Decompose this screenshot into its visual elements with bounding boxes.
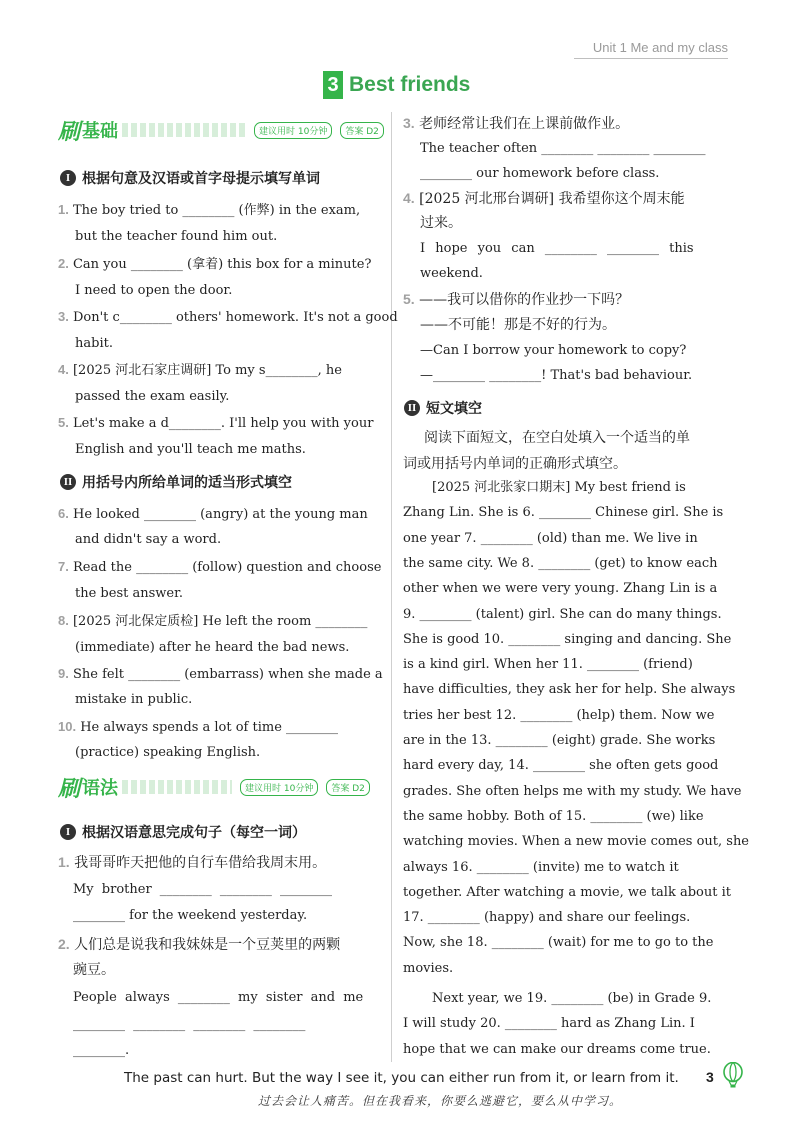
part2-heading [60,472,292,492]
list-item: habit. [75,336,113,351]
list-item: ________ our homework before class. [420,166,660,181]
instructions: 阅读下面短文，在空白处填入一个适当的单 [424,430,690,446]
part-title: 用括号内所给单词的适当形式填空 [82,475,292,491]
list-item: 2. Can you ________ (拿着) this box for a minute? [58,256,372,272]
lesson-number-badge: 3 [323,71,343,99]
lesson-title [323,70,470,100]
brush-logo: 刷 [58,119,81,145]
column-divider [391,112,392,1062]
passage-line: movies. [403,960,454,976]
header-rule [574,58,728,59]
passage-line: the same city. We 8. ________ (get) to know each [403,555,718,571]
decorative-stripe [122,780,232,794]
list-item: passed the exam easily. [75,389,230,404]
time-pill: 建议用时 10分钟 [254,122,332,139]
list-item: 4. [2025 河北邢台调研] 我希望你这个周末能 [403,190,685,207]
list-item: 1. The boy tried to ________ (作弊) in the exam, [58,202,361,218]
section-name: 基础 [82,121,119,142]
passage-line: hard every day, 14. ________ she often gets good [403,758,719,774]
section-name: 语法 [82,778,119,799]
list-item: 10. He always spends a lot of time ________ [58,719,339,735]
passage-line: I will study 20. ________ hard as Zhang Lin. I [403,1016,695,1032]
passage-line: is a kind girl. When her 11. ________ (friend) [403,657,693,673]
list-item: I need to open the door. [75,283,233,298]
page-number: 3 [706,1069,714,1085]
brush-logo: 刷 [58,776,81,802]
section-header-basic [58,115,384,145]
answer-pill: 答案 D2 [340,122,384,139]
list-item: and didn't say a word. [75,532,222,547]
list-item: 4. [2025 河北石家庄调研] To my s________, he [58,362,342,378]
instructions: 词或用括号内单词的正确形式填空。 [403,456,627,472]
passage-line: [2025 河北张家口期末] My best friend is [432,480,686,495]
part-badge: II [404,400,420,416]
passage-line: Zhang Lin. She is 6. ________ Chinese girl. She is [403,505,724,521]
list-item: ——不可能！那是不好的行为。 [420,317,616,333]
footer-quote-cn: 过去会让人痛苦。但在我看来，你要么逃避它，要么从中学习。 [258,1094,623,1108]
passage-line: have difficulties, they ask her for help. She always [403,682,736,698]
passage-line: grades. She often helps me with my study. We have [403,783,742,799]
passage-line: are in the 13. ________ (eight) grade. She works [403,733,716,748]
part-badge: II [60,474,76,490]
part-title: 短文填空 [426,401,482,417]
list-item: English and you'll teach me maths. [75,442,306,457]
list-item: My brother ________ ________ ________ [73,882,333,897]
list-item: People always ________ my sister and me [73,990,364,1005]
list-item: weekend. [420,266,483,281]
list-item: 过来。 [420,215,462,231]
passage-line: tries her best 12. ________ (help) them. Now we [403,707,715,723]
list-item: 8. [2025 河北保定质检] He left the room ________ [58,613,368,629]
list-item: I hope you can ________ ________ this [420,241,694,256]
section-header-grammar [58,772,370,802]
list-item: 2. 人们总是说我和我妹妹是一个豆荚里的两颗 [58,936,341,953]
passage-line: watching movies. When a new movie comes out, she [403,834,750,850]
list-item: (practice) speaking English. [75,745,261,760]
list-item: 豌豆。 [73,962,115,978]
time-pill: 建议用时 10分钟 [240,779,318,796]
list-item: —________ ________! That's bad behaviour. [420,368,693,383]
passage-line: one year 7. ________ (old) than me. We live in [403,530,698,546]
part-badge: I [60,824,76,840]
list-item: 5. Let's make a d________. I'll help you with your [58,415,374,431]
list-item: but the teacher found him out. [75,229,278,244]
list-item: the best answer. [75,586,183,601]
list-item: ________. [73,1043,130,1058]
list-item: 9. She felt ________ (embarrass) when she made a [58,666,383,682]
passage-line: 9. ________ (talent) girl. She can do many things. [403,606,722,622]
passage-line: together. After watching a movie, we talk about it [403,884,731,900]
answer-pill: 答案 D2 [326,779,370,796]
list-item: ________ ________ ________ ________ [73,1017,306,1032]
list-item: ________ for the weekend yesterday. [73,908,308,923]
list-item: The teacher often ________ ________ ________ [420,141,706,156]
passage-line: hope that we can make our dreams come true. [403,1041,711,1057]
list-item: —Can I borrow your homework to copy? [420,343,687,358]
passage-line: Next year, we 19. ________ (be) in Grade 9. [432,991,712,1006]
lesson-title-text: Best friends [349,73,471,96]
list-item: 3. 老师经常让我们在上课前做作业。 [403,115,630,132]
footer-quote-en: The past can hurt. But the way I see it, you can either run from it, or learn from it. [124,1070,679,1086]
list-item: 7. Read the ________ (follow) question and choose [58,559,382,575]
part-title: 根据句意及汉语或首字母提示填写单词 [82,171,320,187]
passage-line: 17. ________ (happy) and share our feelings. [403,910,691,926]
passage-line: She is good 10. ________ singing and dancing. She [403,631,732,647]
passage-line: the same hobby. Both of 15. ________ (we) like [403,808,704,824]
list-item: (immediate) after he heard the bad news. [75,640,350,655]
decorative-stripe [122,123,246,137]
balloon-icon [722,1062,744,1092]
list-item: 1. 我哥哥昨天把他的自行车借给我周末用。 [58,854,327,871]
list-item: 3. Don't c________ others' homework. It's not a good [58,309,398,325]
passage-line: always 16. ________ (invite) me to watch it [403,859,679,875]
list-item: 6. He looked ________ (angry) at the young man [58,506,368,522]
unit-label: Unit 1 Me and my class [592,40,728,55]
list-item: 5. ——我可以借你的作业抄一下吗？ [403,291,630,308]
part4-heading [404,398,482,418]
list-item: mistake in public. [75,692,193,707]
passage-line: Now, she 18. ________ (wait) for me to go to the [403,935,714,951]
passage-line: other when we were very young. Zhang Lin is a [403,581,718,597]
part-badge: I [60,170,76,186]
part-title: 根据汉语意思完成句子（每空一词） [82,825,306,841]
part3-heading [60,822,306,842]
part1-heading [60,168,320,188]
